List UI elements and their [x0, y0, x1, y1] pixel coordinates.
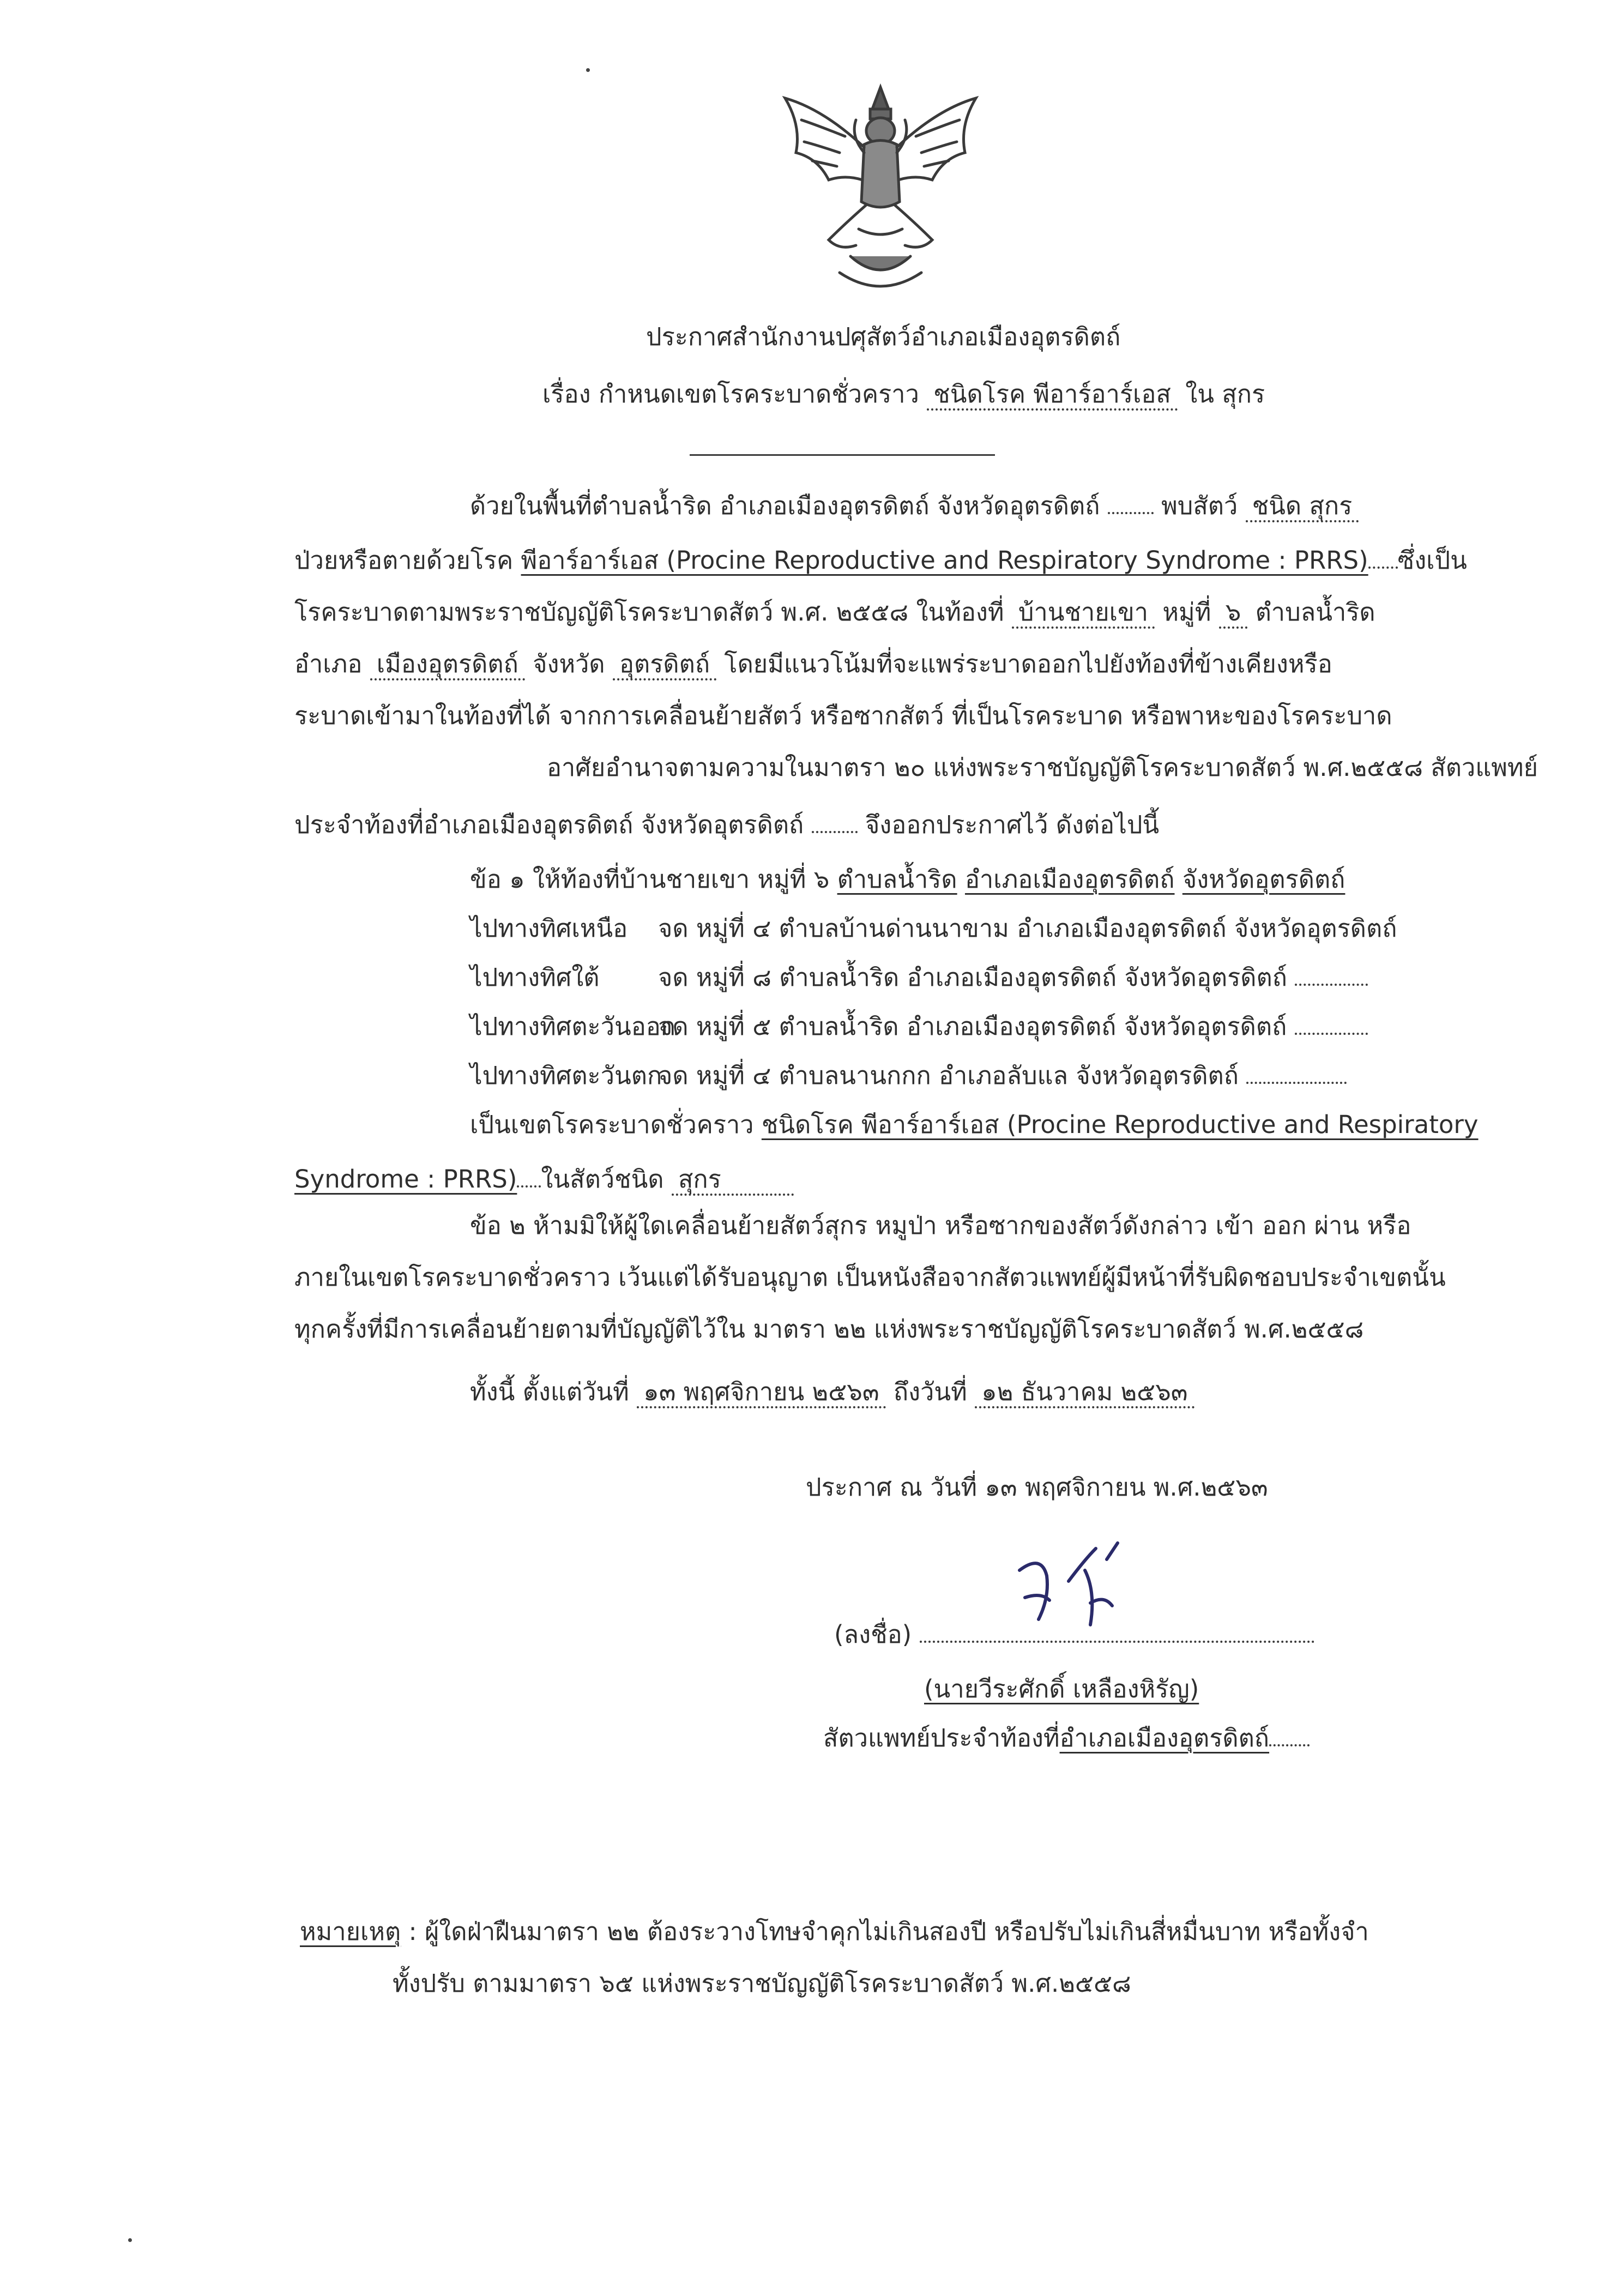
clause-2: ข้อ ๒ ห้ามมิให้ผู้ใดเคลื่อนย้ายสัตว์สุกร หมูป่า หรือซากของสัตว์ดังกล่าว เข้า ออก ผ่าน หรือ	[470, 1211, 1411, 1240]
effective-dates: ทั้งนี้ ตั้งแต่วันที่ ๑๓ พฤศจิกายน ๒๕๖๓ ถึงวันที่ ๑๒ ธันวาคม ๒๕๖๓	[470, 1379, 1194, 1408]
boundary-south: ไปทางทิศใต้ จด หมู่ที่ ๘ ตำบลน้ำริด อำเภอเมืองอุตรดิตถ์ จังหวัดอุตรดิตถ์	[470, 965, 1368, 990]
body-line: โรคระบาดตามพระราชบัญญัติโรคระบาดสัตว์ พ.ศ. ๒๕๕๘ ในท้องที่ บ้านชายเขา หมู่ที่ ๖ ตำบลน้ำริด	[294, 600, 1375, 629]
body-line: ประจำท้องที่อำเภอเมืองอุตรดิตถ์ จังหวัดอุตรดิตถ์ จึงออกประกาศไว้ ดังต่อไปนี้	[294, 810, 1160, 839]
changwat-field: อุตรดิตถ์	[613, 652, 716, 680]
scan-speck	[586, 68, 590, 72]
signer-name: (นายวีระศักดิ์ เหลืองหิรัญ)	[924, 1674, 1199, 1703]
boundary-east: ไปทางทิศตะวันออกจด หมู่ที่ ๕ ตำบลน้ำริด อำเภอเมืองอุตรดิตถ์ จังหวัดอุตรดิตถ์	[470, 1014, 1368, 1039]
garuda-emblem-icon	[763, 76, 998, 305]
body-line: ป่วยหรือตายด้วยโรค พีอาร์อาร์เอส (Procine Reproductive and Respiratory Syndrome : PRRS) ซึ่งเป็น	[294, 546, 1467, 575]
disease-name-field: พีอาร์อาร์เอส (Procine Reproductive and Respiratory Syndrome : PRRS)	[521, 546, 1368, 575]
amphoe-field: เมืองอุตรดิตถ์	[370, 652, 525, 680]
signer-position: สัตวแพทย์ประจำท้องที่อำเภอเมืองอุตรดิตถ์	[823, 1726, 1310, 1750]
zone-declaration: เป็นเขตโรคระบาดชั่วคราว ชนิดโรค พีอาร์อาร์เอส (Procine Reproductive and Respiratory	[470, 1110, 1479, 1139]
zone-animal-field: สุกร	[672, 1167, 794, 1196]
body-line: ระบาดเข้ามาในท้องที่ได้ จากการเคลื่อนย้ายสัตว์ หรือซากสัตว์ ที่เป็นโรคระบาด หรือพาหะของโรคระบาด	[294, 701, 1392, 730]
date-from-field: ๑๓ พฤศจิกายน ๒๕๖๓	[637, 1379, 885, 1408]
body-line: ด้วยในพื้นที่ตำบลน้ำริด อำเภอเมืองอุตรดิตถ์ จังหวัดอุตรดิตถ์ พบสัตว์ ชนิด สุกร	[470, 493, 1359, 522]
zone-declaration-cont: Syndrome : PRRS) ในสัตว์ชนิด สุกร	[294, 1167, 794, 1196]
animal-type-field: ชนิด สุกร	[1246, 493, 1359, 522]
date-to-field: ๑๒ ธันวาคม ๒๕๖๓	[975, 1379, 1194, 1408]
body-line: อาศัยอำนาจตามความในมาตรา ๒๐ แห่งพระราชบัญญัติโรคระบาดสัตว์ พ.ศ.๒๕๕๘ สัตวแพทย์	[547, 753, 1538, 782]
signature-line: (ลงชื่อ)	[834, 1622, 1314, 1647]
moo-field: ๖	[1219, 600, 1248, 629]
clause-1: ข้อ ๑ ให้ท้องที่บ้านชายเขา หมู่ที่ ๖ ตำบลน้ำริด อำเภอเมืองอุตรดิตถ์ จังหวัดอุตรดิตถ์	[470, 865, 1346, 894]
title-divider	[690, 454, 995, 456]
footnote-label: หมายเหตุ	[300, 1917, 401, 1946]
body-line: ทุกครั้งที่มีการเคลื่อนย้ายตามที่บัญญัติไว้ใน มาตรา ๒๒ แห่งพระราชบัญญัติโรคระบาดสัตว์ พ.ศ.๒๕๕๘	[294, 1315, 1364, 1343]
scan-speck	[128, 2238, 132, 2242]
announcement-date: ประกาศ ณ วันที่ ๑๓ พฤศจิกายน พ.ศ.๒๕๖๓	[806, 1473, 1268, 1502]
announcement-title: ประกาศสำนักงานปศุสัตว์อำเภอเมืองอุตรดิตถ์	[646, 322, 1121, 351]
subject-disease-field: ชนิดโรค พีอาร์อาร์เอส	[927, 382, 1178, 411]
village-field: บ้านชายเขา	[1012, 600, 1155, 629]
boundary-north: ไปทางทิศเหนือ จด หมู่ที่ ๔ ตำบลบ้านด่านนาขาม อำเภอเมืองอุตรดิตถ์ จังหวัดอุตรดิตถ์	[470, 914, 1397, 943]
body-line: อำเภอ เมืองอุตรดิตถ์ จังหวัด อุตรดิตถ์ โดยมีแนวโน้มที่จะแพร่ระบาดออกไปยังท้องที่ข้างเคียงหรือ	[294, 652, 1332, 680]
footnote: หมายเหตุ : ผู้ใดฝ่าฝืนมาตรา ๒๒ ต้องระวางโทษจำคุกไม่เกินสองปี หรือปรับไม่เกินสี่หมื่นบาท หรือทั้งจำ	[300, 1917, 1369, 1946]
body-line: ภายในเขตโรคระบาดชั่วคราว เว้นแต่ได้รับอนุญาต เป็นหนังสือจากสัตวแพทย์ผู้มีหน้าที่รับผิดชอบประจำเขตนั้น	[294, 1263, 1446, 1292]
boundary-west: ไปทางทิศตะวันตกจด หมู่ที่ ๔ ตำบลนานกกก อำเภอลับแล จังหวัดอุตรดิตถ์	[470, 1063, 1347, 1088]
announcement-subject: เรื่อง กำหนดเขตโรคระบาดชั่วคราว ชนิดโรค พีอาร์อาร์เอส ใน สุกร	[542, 382, 1265, 411]
footnote-cont: ทั้งปรับ ตามมาตรา ๖๕ แห่งพระราชบัญญัติโรคระบาดสัตว์ พ.ศ.๒๕๕๘	[393, 1969, 1131, 1998]
